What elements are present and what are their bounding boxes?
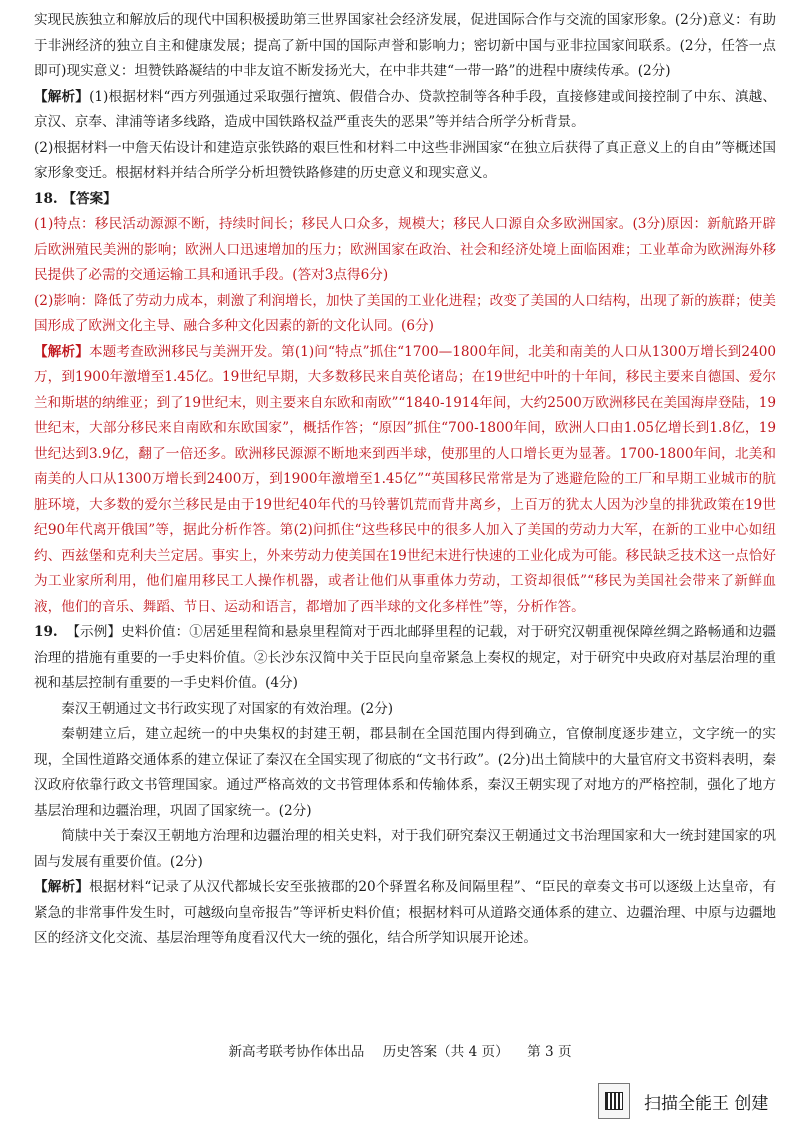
answer-page (34, 8, 776, 952)
page-footer (0, 1040, 800, 1060)
analysis-tag: 【解析】 (34, 88, 90, 105)
q19-paragraph-4: 简牍中关于秦汉王朝地方治理和边疆治理的相关史料，对于我们研究秦汉王朝通过文书治理国家和大一统封建国家的巩固与发展有重要价值。(2分) (34, 828, 776, 870)
q17-analysis-2: (2)根据材料一中詹天佑设计和建造京张铁路的艰巨性和材料二中这些非洲国家“在独立后获得了真正意义上的自由”等概述国家形象变迁。根据材料并结合所学分析坦赞铁路修建的历史意义和现实意义。 (34, 139, 776, 181)
q19-number: 19. (34, 624, 58, 640)
q19-paragraph-2: 秦汉王朝通过文书行政实现了对国家的有效治理。(2分) (61, 700, 394, 717)
analysis-tag: 【解析】 (34, 879, 90, 895)
qr-code-icon (605, 1092, 623, 1110)
analysis-tag: 【解析】 (34, 343, 89, 360)
q18-answer-2: (2)影响：降低了劳动力成本，刺激了利润增长，加快了美国的工业化进程；改变了美国的人口结构，出现了新的族群；使美国形成了欧洲文化主导、融合多种文化因素的新的文化认同。(6分) (34, 292, 776, 334)
footer-page-number: 第 3 页 (527, 1044, 572, 1060)
scanner-watermark (598, 1083, 768, 1119)
footer-subject: 历史答案（共 4 页） (382, 1044, 509, 1060)
q19-analysis (34, 875, 776, 952)
q18-answer-1: (1)特点：移民活动源源不断，持续时间长；移民人口众多，规模大；移民人口源自众多欧洲国家。(3分)原因：新航路开辟后欧洲殖民美洲的影响；欧洲人口迅速增加的压力；欧洲国家在政治、社会和经济处境上面临困难；工业革命为欧洲海外移民提供了必需的交通运输工具和通讯手段。(答对3点得6分) (34, 216, 776, 283)
q19-example (34, 620, 776, 697)
q17-analysis-1 (34, 85, 776, 136)
camscanner-logo-icon (598, 1083, 630, 1119)
q19-paragraph-3: 秦朝建立后，建立起统一的中央集权的封建王朝，郡县制在全国范围内得到确立，官僚制度逐步建立，文字统一的实现，全国性道路交通体系的建立保证了秦汉在全国实现了彻底的“文书行政”。(2分)出土简牍中的大量官府文书资料表明，秦汉政府依靠行政文书管理国家。通过严格高效的文书管理体系和传输体系，秦汉王朝实现了对地方的严格控制，强化了地方基层治理和边疆治理，巩固了国家统一。(2分) (34, 726, 776, 819)
analysis-text: (1)根据材料“西方列强通过采取强行擅筑、假借合办、贷款控制等各种手段，直接修建或间接控制了中东、滇越、京汉、京奉、津浦等诸多线路，造成中国铁路权益严重丧失的恶果”等并结合所学分析背景。 (34, 88, 777, 130)
q19-example-text: 【示例】史料价值：①居延里程简和悬泉里程简对于西北邮驿里程的记载，对于研究汉朝重视保障丝绸之路畅通和边疆治理的措施有重要的一手史料价值。②长沙东汉简中关于臣民向皇帝紧急上奏权的规定，对于研究中央政府对基层治理的重视和基层控制有重要的一手史料价值。(4分) (34, 624, 776, 691)
q18-header: 18. 【答案】 (34, 190, 117, 207)
analysis-text: 根据材料“记录了从汉代都城长安至张掖郡的20个驿置名称及间隔里程”、“臣民的章奏文书可以逐级上达皇帝，有紧急的非常事件发生时，可越级向皇帝报告”等评析史料价值；根据材料可从道路交通体系的建立、边疆治理、中原与边疆地区的经济文化交流、基层治理等角度看汉代大一统的强化，结合所学知识展开论述。 (34, 879, 777, 946)
q17-answer-tail: 实现民族独立和解放后的现代中国积极援助第三世界国家社会经济发展，促进国际合作与交流的国家形象。(2分)意义：有助于非洲经济的独立自主和健康发展；提高了新中国的国际声誉和影响力；密切新中国与亚非拉国家间联系。(2分，任答一点即可)现实意义：坦赞铁路凝结的中非友谊不断发扬光大，在中非共建“一带一路”的进程中赓续传承。(2分) (34, 12, 776, 79)
analysis-text: 本题考查欧洲移民与美洲开发。第(1)问“特点”抓住“1700—1800年间，北美和南美的人口从1300万增长到2400万，到1900年激增至1.45亿。19世纪早期，大多数移民来自英伦诸岛；在19世纪中叶的十年间，移民主要来自德国、爱尔兰和斯堪的纳维亚；到了19世纪末，则主要来自东欧和南欧”“1840-1914年间，大约2500万欧洲移民在美国海岸登陆，19世纪末，大部分移民来自南欧和东欧国家”，概括作答；“原因”抓住“700-1800年间，欧洲人口由1.05亿增长到1.8亿，19世纪达到3.9亿，翻了一倍还多。欧洲移民源源不断地来到西半球，使那里的人口增长更为显著。1700-1800年间，北美和南美的人口从1300万增长到2400万，到1900年激增至1.45亿”“英国移民常常是为了逃避危险的工厂和早期工业城市的肮脏环境，大多数的爱尔兰移民是由于19世纪40年代的马铃薯饥荒而背井离乡，上百万的犹太人因为沙皇的排犹政策在19世纪90年代离开俄国”等，据此分析作答。第(2)问抓住“这些移民中的很多人加入了美国的劳动力大军，在新的工业中心如纽约、西兹堡和克利夫兰定居。事实上，外来劳动力使美国在19世纪末进行快速的工业化成为可能。移民缺乏技术这一点恰好为工业家所利用，他们雇用移民工人操作机器，或者让他们从事重体力劳动，工资却很低”“移民为美国社会带来了新鲜血液，他们的音乐、舞蹈、节日、运动和语言，都增加了西半球的文化多样性”等，分析作答。 (34, 343, 777, 615)
scanner-label: 扫描全能王 创建 (644, 1093, 769, 1114)
q18-analysis (34, 340, 776, 621)
footer-publisher: 新高考联考协作体出品 (228, 1044, 365, 1060)
